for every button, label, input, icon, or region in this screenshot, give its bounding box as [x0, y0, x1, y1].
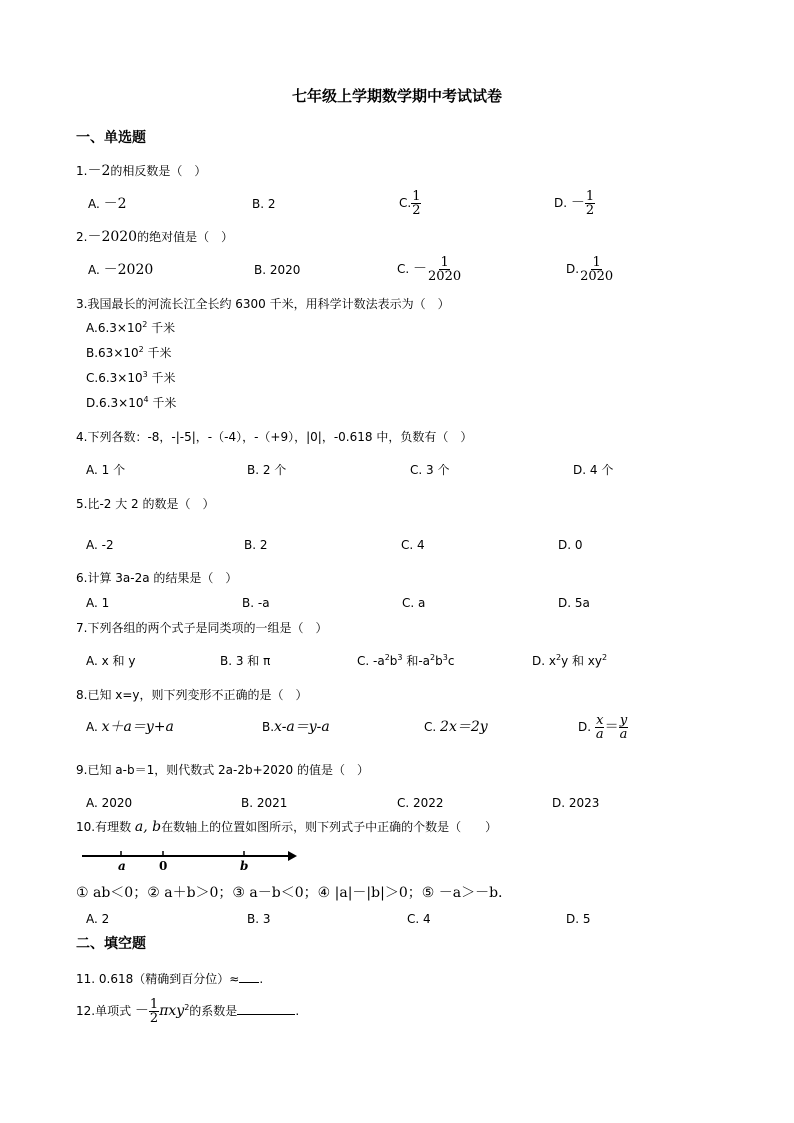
- question-9-stem: 9.已知 a-b＝1，则代数式 2a-2b+2020 的值是（ ）: [76, 763, 369, 777]
- question-1-option-b[interactable]: B. 2: [252, 197, 276, 211]
- question-6-option-a[interactable]: A. 1: [86, 596, 110, 610]
- answer-blank-11[interactable]: [239, 970, 259, 983]
- question-5-option-d[interactable]: D. 0: [558, 538, 583, 552]
- question-12-stem: 12.单项式 － $\frac{1}{2}$ πxy$^2$的系数是 .: [76, 997, 300, 1026]
- question-3-option-c[interactable]: $C.6.3\times 10^3$ 千米: [86, 370, 176, 385]
- axis-label-0: 0: [159, 859, 168, 873]
- question-9-option-b[interactable]: B. 2021: [241, 796, 288, 810]
- question-4-option-c[interactable]: C. 3 个: [410, 463, 450, 477]
- question-10-option-a[interactable]: A. 2: [86, 912, 110, 926]
- question-2-option-b[interactable]: B. 2020: [254, 263, 301, 277]
- question-7-option-a[interactable]: A. x 和 y: [86, 654, 136, 668]
- question-5-option-a[interactable]: A. -2: [86, 538, 114, 552]
- question-7-option-c[interactable]: C. $-a^2b^3$ 和$-a^2b^3c$: [357, 653, 455, 668]
- question-10-option-d[interactable]: D. 5: [566, 912, 591, 926]
- question-9-option-d[interactable]: D. 2023: [552, 796, 600, 810]
- question-10-stem: 10.有理数 a, b在数轴上的位置如图所示，则下列式子中正确的个数是（ ）: [76, 819, 498, 835]
- question-8-option-a[interactable]: A. x＋a＝y+a: [86, 719, 174, 735]
- question-7-option-b[interactable]: B. 3 和 π: [220, 654, 271, 668]
- question-6-option-d[interactable]: D. 5a: [558, 596, 590, 610]
- number-line-figure: [80, 846, 300, 874]
- question-3-option-d[interactable]: $D.6.3\times 10^4$ 千米: [86, 395, 177, 410]
- question-8-stem: 8.已知 x=y，则下列变形不正确的是（ ）: [76, 688, 308, 702]
- question-7-option-d[interactable]: D. $x^2y$ 和 $xy^2$: [532, 653, 608, 668]
- question-2-option-c[interactable]: C. － $\frac{1}{2020}$: [397, 255, 462, 284]
- number-line-arrowhead: [288, 851, 297, 861]
- section-heading-single-choice: 一、单选题: [76, 130, 146, 146]
- question-7-stem: 7.下列各组的两个式子是同类项的一组是（ ）: [76, 621, 328, 635]
- question-5-stem: 5.比-2 大 2 的数是（ ）: [76, 497, 215, 511]
- question-11-stem: 11. 0.618（精确到百分位）≈ .: [76, 972, 264, 986]
- question-4-option-d[interactable]: D. 4 个: [573, 463, 614, 477]
- question-10-option-b[interactable]: B. 3: [247, 912, 271, 926]
- question-8-option-d[interactable]: D. $\frac{x}{a}$ ＝ $\frac{y}{a}$: [578, 713, 628, 742]
- question-5-option-b[interactable]: B. 2: [244, 538, 268, 552]
- question-1-option-d[interactable]: D. － $\frac{1}{2}$: [554, 189, 595, 218]
- question-4-stem: 4.下列各数：-8，-|-5|，-（-4），-（+9），|0|，-0.618 中，负数有（ ）: [76, 430, 473, 444]
- question-1-stem: 1.－2的相反数是（ ）: [76, 163, 207, 179]
- question-2-option-d[interactable]: D. $\frac{1}{2020}$: [566, 255, 614, 284]
- axis-label-b: b: [240, 859, 249, 873]
- question-10-conditions: ① ab＜0；② a＋b＞0；③ a－b＜0；④ |a|－|b|＞0；⑤ －a＞－b.: [76, 885, 503, 901]
- question-10-option-c[interactable]: C. 4: [407, 912, 431, 926]
- question-2-stem: 2.－2020的绝对值是（ ）: [76, 229, 234, 245]
- section-heading-fill-in: 二、填空题: [76, 936, 146, 952]
- question-4-option-b[interactable]: B. 2 个: [247, 463, 287, 477]
- question-1-option-a[interactable]: A. －2: [88, 196, 127, 212]
- question-9-option-c[interactable]: C. 2022: [397, 796, 444, 810]
- question-4-option-a[interactable]: A. 1 个: [86, 463, 126, 477]
- question-8-option-c[interactable]: C. 2x＝2y: [424, 719, 488, 735]
- question-6-option-b[interactable]: B. -a: [242, 596, 270, 610]
- answer-blank-12[interactable]: [237, 1002, 295, 1015]
- question-3-stem: 3.我国最长的河流长江全长约 6300 千米，用科学计数法表示为（ ）: [76, 297, 450, 311]
- question-6-stem: 6.计算 3a-2a 的结果是（ ）: [76, 571, 238, 585]
- question-8-option-b[interactable]: B.x-a＝y-a: [262, 719, 330, 735]
- question-5-option-c[interactable]: C. 4: [401, 538, 425, 552]
- question-2-option-a[interactable]: A. －2020: [88, 262, 154, 278]
- question-3-option-b[interactable]: $B.63\times 10^2$ 千米: [86, 345, 172, 360]
- question-3-option-a[interactable]: $A.6.3\times 10^2$ 千米: [86, 320, 176, 335]
- question-1-option-c[interactable]: C. $\frac{1}{2}$: [399, 189, 421, 218]
- question-6-option-c[interactable]: C. a: [402, 596, 426, 610]
- page-title: 七年级上学期数学期中考试试卷: [291, 87, 502, 105]
- axis-label-a: a: [118, 859, 126, 873]
- question-9-option-a[interactable]: A. 2020: [86, 796, 133, 810]
